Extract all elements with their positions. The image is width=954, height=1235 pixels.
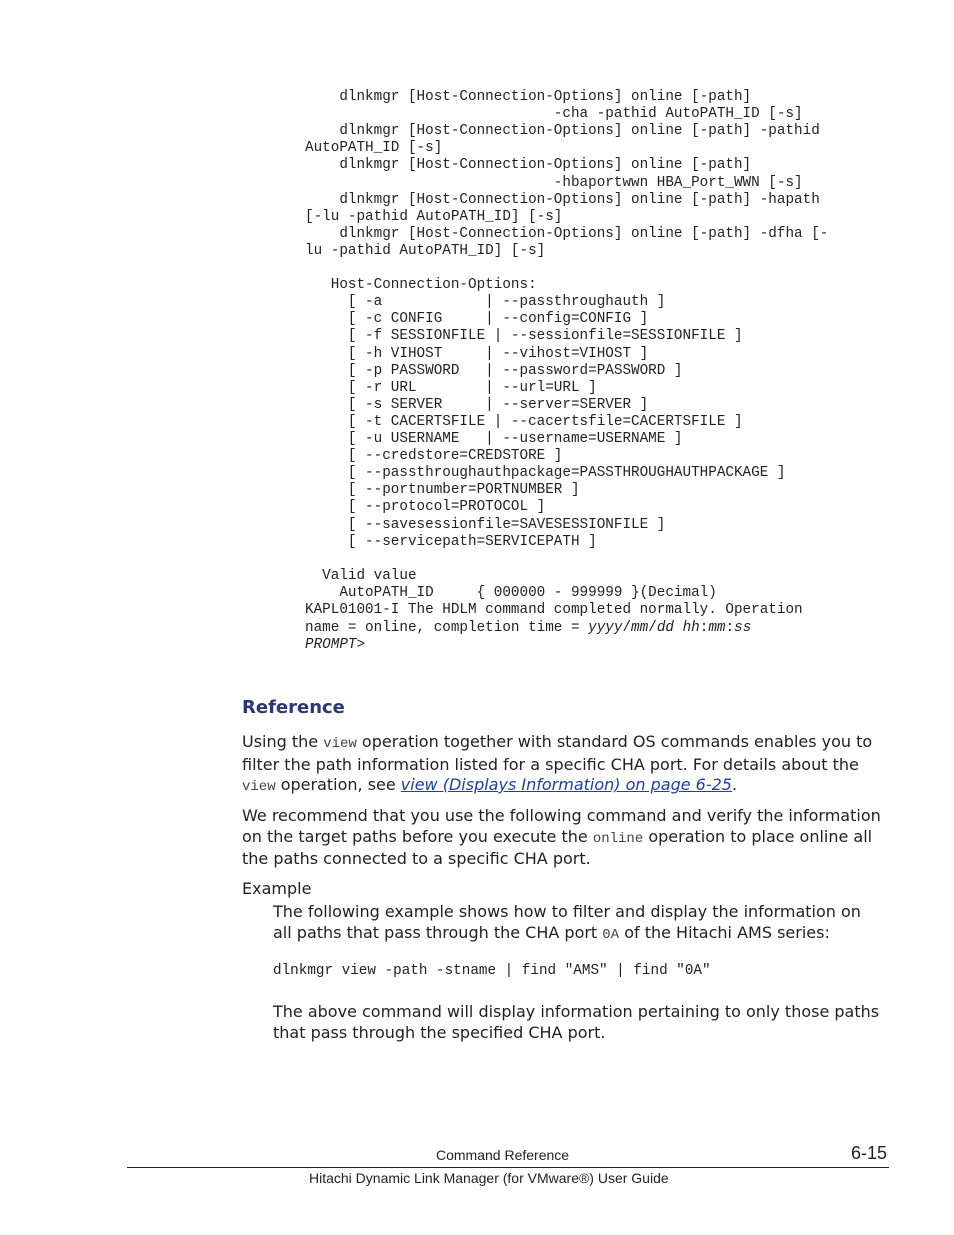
text: The following example shows how to filter and display the information on all paths that pass through the CHA port bbox=[273, 902, 861, 942]
code-line: dlnkmgr [Host-Connection-Options] online [-path] -hapath bbox=[305, 191, 820, 208]
reference-paragraph-1 bbox=[242, 732, 882, 798]
code-line: [ -f SESSIONFILE | --sessionfile=SESSIONFILE ] bbox=[305, 328, 743, 345]
completion-time-line bbox=[305, 620, 751, 637]
code-line: Host-Connection-Options: bbox=[305, 277, 537, 294]
year-var: yyyy bbox=[588, 620, 623, 636]
text: operation to place online all the paths connected to a specific CHA port. bbox=[242, 826, 873, 868]
code-line: [ -u USERNAME | --username=USERNAME ] bbox=[305, 431, 683, 447]
month-var: mm bbox=[631, 620, 649, 636]
code-line: [ -p PASSWORD | --password=PASSWORD ] bbox=[305, 362, 683, 379]
code-line: [ -c CONFIG | --config=CONFIG ] bbox=[305, 311, 649, 328]
minute-var: mm bbox=[708, 620, 726, 636]
code-line: KAPL01001-I The HDLM command completed normally. Operation bbox=[305, 602, 803, 618]
code-line: [ -a | --passthroughauth ] bbox=[305, 294, 666, 311]
text: of the Hitachi AMS series: bbox=[619, 922, 830, 942]
hour-var: hh bbox=[682, 620, 700, 636]
day-var: dd bbox=[656, 620, 674, 636]
code-line: [ --credstore=CREDSTORE ] bbox=[305, 448, 563, 465]
code-line: [ -t CACERTSFILE | --cacertsfile=CACERTSFILE ] bbox=[305, 413, 743, 430]
code-line: AutoPATH_ID { 000000 - 999999 }(Decimal) bbox=[305, 584, 717, 601]
example-result-description: The above command will display information pertaining to only those paths that pass through the specified CHA port. bbox=[273, 1002, 880, 1042]
code-line: dlnkmgr [Host-Connection-Options] online [-path] bbox=[305, 89, 752, 105]
inline-code: view bbox=[323, 736, 357, 752]
completion-prefix: name = online, completion time = bbox=[305, 620, 589, 636]
code-line: [ -r URL | --url=URL ] bbox=[305, 379, 597, 396]
colon: : bbox=[725, 620, 735, 636]
code-line: [ --servicepath=SERVICEPATH ] bbox=[305, 533, 597, 550]
slash: / bbox=[648, 620, 657, 636]
page-number: 6-15 bbox=[851, 1143, 888, 1163]
code-line: -hbaportwwn HBA_Port_WWN [-s] bbox=[305, 174, 803, 191]
code-line: [ --passthroughauthpackage=PASSTHROUGHAUTHPACKAGE ] bbox=[305, 465, 786, 482]
code-line: dlnkmgr [Host-Connection-Options] online [-path] -pathid bbox=[305, 123, 820, 140]
code-line: Valid value bbox=[305, 567, 417, 584]
reference-paragraph-2 bbox=[242, 806, 882, 870]
example-command: dlnkmgr view -path -stname | find "AMS" | find "0A" bbox=[273, 963, 711, 979]
code-line: [ -h VIHOST | --vihost=VIHOST ] bbox=[305, 345, 649, 362]
inline-code: view bbox=[242, 779, 276, 795]
code-line: -cha -pathid AutoPATH_ID [-s] bbox=[305, 106, 803, 123]
text: operation together with standard OS commands enables you to filter the path information listed for a specific CHA port. For details about the bbox=[242, 732, 873, 774]
code-line: [-lu -pathid AutoPATH_ID] [-s] bbox=[305, 208, 563, 225]
view-reference-link[interactable]: view (Displays Information) on page 6-25 bbox=[400, 775, 732, 794]
slash: / bbox=[622, 620, 632, 636]
text: operation, see bbox=[275, 775, 401, 794]
code-line: dlnkmgr [Host-Connection-Options] online [-path] bbox=[305, 157, 752, 174]
prompt-symbol: > bbox=[356, 637, 366, 653]
colon: : bbox=[699, 620, 709, 636]
inline-code: online bbox=[592, 830, 644, 847]
reference-heading: Reference bbox=[242, 697, 345, 718]
code-line: lu -pathid AutoPATH_ID] [-s] bbox=[305, 242, 546, 259]
example-label: Example bbox=[242, 879, 312, 898]
space bbox=[674, 620, 683, 636]
text: Using the bbox=[242, 732, 324, 751]
text: We recommend that you use the following command and verify the information on the target paths before you execute the bbox=[242, 806, 881, 846]
inline-code: 0A bbox=[602, 926, 620, 943]
footer-divider bbox=[127, 1167, 889, 1168]
footer-section-title: Command Reference bbox=[436, 1147, 570, 1163]
code-line: [ --portnumber=PORTNUMBER ] bbox=[305, 482, 580, 499]
code-line: dlnkmgr [Host-Connection-Options] online [-path] -dfha [- bbox=[305, 225, 829, 242]
example-description bbox=[273, 902, 883, 945]
code-line: [ --savesessionfile=SAVESESSIONFILE ] bbox=[305, 516, 666, 533]
code-line: [ --protocol=PROTOCOL ] bbox=[305, 499, 546, 516]
prompt-line bbox=[305, 637, 365, 654]
code-line: AutoPATH_ID [-s] bbox=[305, 140, 443, 157]
footer-guide-title: Hitachi Dynamic Link Manager (for VMware®) User Guide bbox=[309, 1170, 669, 1186]
code-line: [ -s SERVER | --server=SERVER ] bbox=[305, 396, 649, 413]
text: . bbox=[731, 775, 738, 794]
second-var: ss bbox=[734, 620, 752, 636]
prompt-var: PROMPT bbox=[305, 637, 357, 653]
